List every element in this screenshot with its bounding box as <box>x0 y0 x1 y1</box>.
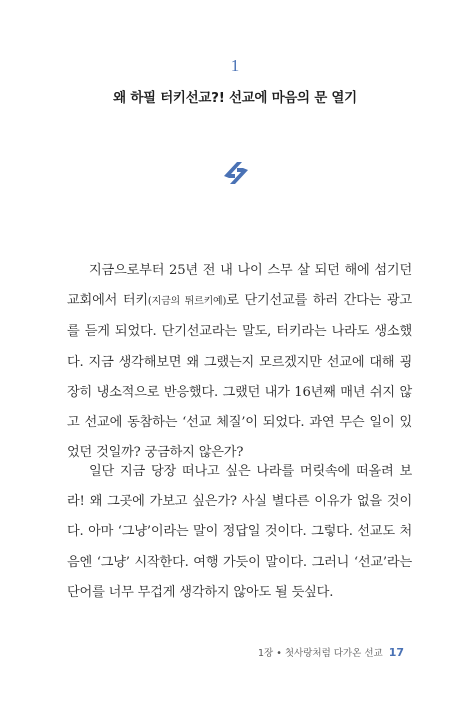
paragraph-annotation: (지금의 튀르키예) <box>147 296 227 308</box>
paragraph-text: 지금으로부터 25년 전 내 나이 스무 살 되던 해에 섬기던 교회에서 터키 <box>67 263 412 309</box>
body-paragraph-1 <box>67 256 412 468</box>
chapter-title: 왜 하필 터키선교?! 선교에 마음의 문 열기 <box>113 90 357 106</box>
paragraph-text: 로 단기선교를 하러 간다는 광고를 듣게 되었다. 단기선교라는 말도, 터키라는 나라도 생소했다. 지금 생각해보면 왜 그랬는지 모르겠지만 선교에 대해 굉장히 냉소적으로 반응했다. 그랬던 내가 16년째 매년 쉬지 않고 선교에 동참하는 ‘선교 체질’이 되었다. 과연 무슨 일이 있었던 것일까? 궁금하지 않은가? <box>67 293 412 461</box>
paragraph-text: 일단 지금 당장 떠나고 싶은 나라를 머릿속에 떠올려 보라! 왜 그곳에 가보고 싶은가? 사실 별다른 이유가 없을 것이다. 아마 ‘그냥’이라는 말이 정답일 것이다. 그렇다. 선교도 처음엔 ‘그냥’ 시작한다. 여행 가듯이 말이다. 그러니 ‘선교’라는 단어를 너무 무겁게 생각하지 않아도 될 듯싶다. <box>67 464 412 600</box>
body-paragraph-2 <box>67 457 412 608</box>
running-head: 1장 • 첫사랑처럼 다가온 선교 <box>258 648 383 659</box>
page-footer <box>258 645 404 659</box>
page-number: 17 <box>388 646 404 659</box>
double-chevron-ornament-icon <box>221 158 251 188</box>
chapter-number: 1 <box>230 56 240 75</box>
